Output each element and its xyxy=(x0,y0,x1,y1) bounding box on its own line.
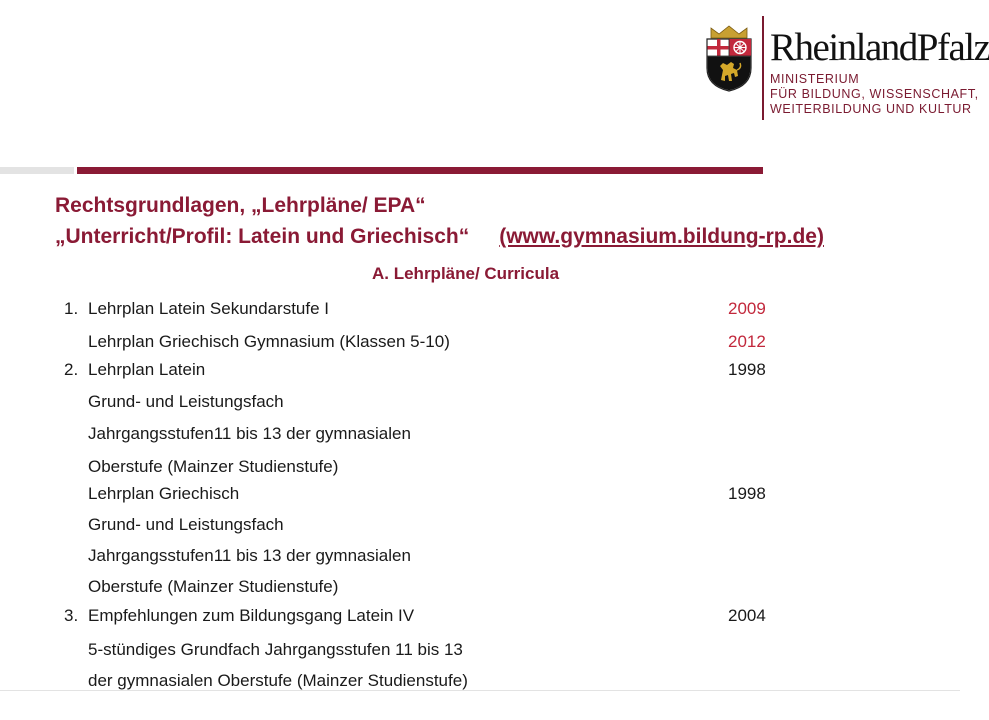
subtitle-text: „Unterricht/Profil: Latein und Griechisch“ xyxy=(55,225,470,248)
item-year: 1998 xyxy=(728,360,766,379)
slide-subtitle xyxy=(55,225,824,249)
logo-divider xyxy=(762,16,764,120)
list-item xyxy=(0,331,960,353)
list-item xyxy=(0,456,960,478)
item-text: Lehrplan Latein Sekundarstufe I xyxy=(88,299,330,318)
item-year: 2009 xyxy=(728,299,766,318)
slide-title: Rechtsgrundlagen, „Lehrpläne/ EPA“ xyxy=(55,194,426,217)
list-item xyxy=(0,359,960,381)
logo-wordmark: RheinlandPfalz xyxy=(770,26,989,69)
item-year: 1998 xyxy=(728,484,766,503)
section-heading: A. Lehrpläne/ Curricula xyxy=(372,264,560,283)
item-text: Lehrplan Griechisch xyxy=(88,484,240,503)
item-text: Jahrgangsstufen11 bis 13 der gymnasialen xyxy=(88,424,411,443)
item-text: Empfehlungen zum Bildungsgang Latein IV xyxy=(88,606,415,625)
decorative-bar-light xyxy=(0,167,74,174)
item-number: 1. xyxy=(64,299,79,318)
decorative-bar-accent xyxy=(77,167,763,174)
list-item xyxy=(0,298,960,320)
item-text: Lehrplan Griechisch Gymnasium (Klassen 5-10) xyxy=(88,332,450,351)
list-item xyxy=(0,639,960,661)
ministry-line: FÜR BILDUNG, WISSENSCHAFT, xyxy=(770,87,979,101)
item-year: 2004 xyxy=(728,606,766,625)
ministry-line: MINISTERIUM xyxy=(770,72,860,86)
item-text: 5-stündiges Grundfach Jahrgangsstufen 11 bis 13 xyxy=(88,640,463,659)
item-number: 2. xyxy=(64,360,79,379)
ministry-line: WEITERBILDUNG UND KULTUR xyxy=(770,102,972,116)
item-text: Oberstufe (Mainzer Studienstufe) xyxy=(88,457,339,476)
footer-divider xyxy=(0,690,960,691)
list-item xyxy=(0,576,960,598)
list-item xyxy=(0,483,960,505)
item-year: 2012 xyxy=(728,332,766,351)
list-item xyxy=(0,545,960,567)
list-item xyxy=(0,670,960,692)
list-item xyxy=(0,514,960,536)
list-item xyxy=(0,391,960,413)
list-item xyxy=(0,605,960,627)
item-text: der gymnasialen Oberstufe (Mainzer Studienstufe) xyxy=(88,671,468,690)
gymnasium-website-link[interactable]: (www.gymnasium.bildung-rp.de) xyxy=(499,225,824,248)
item-text: Oberstufe (Mainzer Studienstufe) xyxy=(88,577,339,596)
item-text: Grund- und Leistungsfach xyxy=(88,515,284,534)
item-number: 3. xyxy=(64,606,79,625)
item-text: Grund- und Leistungsfach xyxy=(88,392,284,411)
item-text: Lehrplan Latein xyxy=(88,360,206,379)
rhineland-palatinate-coat-of-arms-icon xyxy=(704,26,754,92)
ministry-logo xyxy=(704,14,989,122)
item-text: Jahrgangsstufen11 bis 13 der gymnasialen xyxy=(88,546,411,565)
list-item xyxy=(0,423,960,445)
ministry-name xyxy=(770,72,979,117)
